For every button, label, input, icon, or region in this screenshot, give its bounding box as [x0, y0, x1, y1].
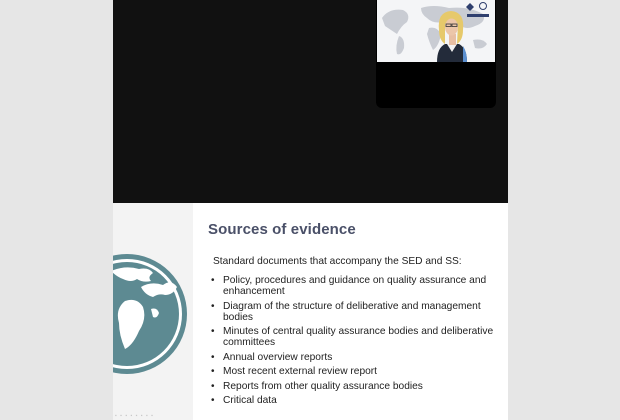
- presentation-slide: [113, 203, 508, 420]
- bullet-item: • Critical data: [211, 395, 501, 406]
- world-map-backdrop: [377, 0, 495, 62]
- bullet-item: • Minutes of central quality assurance bodies and deliberative committees: [211, 326, 501, 348]
- presenter-video-feed: [377, 0, 495, 62]
- bullet-item: • Most recent external review report: [211, 366, 501, 377]
- slide-title: Sources of evidence: [208, 221, 356, 238]
- slide-footer-mark: ▪ ▪ ▪ ▪ ▪ ▪ ▪ ▪: [115, 413, 154, 419]
- bullet-item: • Diagram of the structure of deliberative and management bodies: [211, 301, 501, 323]
- globe-icon: [113, 203, 193, 420]
- slide-decoration-panel: [113, 203, 193, 420]
- evidence-bullet-list: [211, 275, 501, 410]
- presenter-video-tile[interactable]: [376, 0, 496, 108]
- video-player[interactable]: [113, 0, 508, 420]
- bullet-item: • Policy, procedures and guidance on quality assurance and enhancement: [211, 275, 501, 297]
- bullet-item: • Annual overview reports: [211, 352, 501, 363]
- slide-intro-text: Standard documents that accompany the SED and SS:: [213, 256, 462, 267]
- bullet-item: • Reports from other quality assurance bodies: [211, 381, 501, 392]
